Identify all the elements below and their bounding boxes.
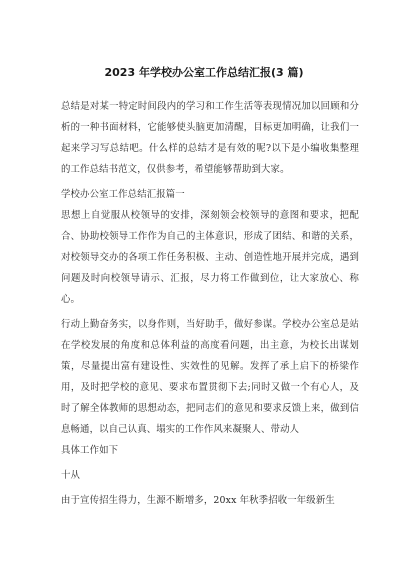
body-paragraph: 思想上自觉服从校领导的安排，深刻领会校领导的意图和要求，把配合、协助校领导工作作为自己的主体意识，形成了团结、和谐的关系，对校领导交办的各项工作任务积极、主动、创造性地开展并完成，遇到问题及时向校领导请示、汇报，尽力将工作做到位，让大家放心、称心。 — [61, 210, 359, 305]
document-title: 2023 年学校办公室工作总结汇报(3 篇) — [104, 66, 304, 79]
section-heading: 学校办公室工作总结汇报篇一 — [61, 189, 185, 200]
document-body — [61, 96, 359, 511]
subheading: 具体工作如下 — [61, 445, 119, 456]
intro-paragraph: 总结是对某一特定时间段内的学习和工作生活等表现情况加以回顾和分析的一种书面材料，它能够使头脑更加清醒，目标更加明确，让我们一起来学习写总结吧。什么样的总结才是有效的呢?以下是小编收集整理的工作总结书范文，仅供参考，希望能够帮助到大家。 — [61, 101, 359, 175]
body-paragraph: 行动上勤奋务实，以身作则，当好助手，做好参谋。学校办公室总是站在学校发展的角度和总体利益的高度看问题，出主意，为校长出谋划策，尽量提出富有建设性、实效性的见解。发挥了承上启下的桥梁作用，及时把学校的意见、要求布置贯彻下去;同时又做一个有心人，及时了解全体教师的思想动态，把同志们的意见和要求反馈上来，做到信息畅通，以自己认真、塌实的工作作风来凝聚人、带动人 — [61, 319, 359, 435]
body-paragraph: 由于宣传招生得力，生源不断增多，20xx 年秋季招收一年级新生 — [61, 495, 335, 506]
subheading: 十从 — [61, 470, 81, 481]
